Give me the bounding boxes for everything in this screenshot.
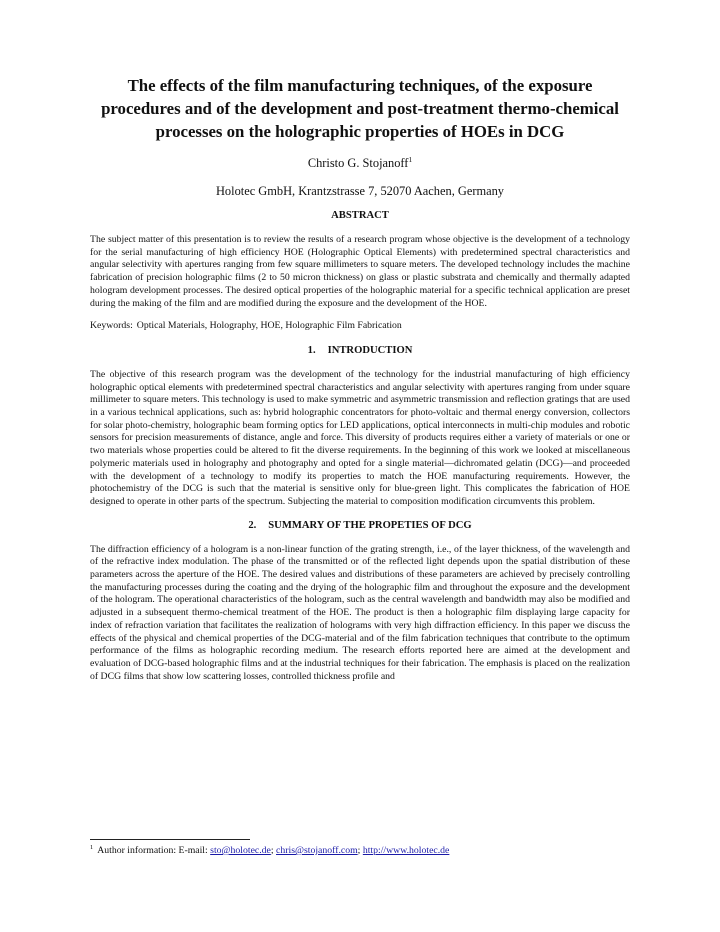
section-heading-introduction	[90, 344, 630, 358]
paper-title: The effects of the film manufacturing techniques, of the exposure procedures and of the development and post-treatment thermo-chemical processes on the holographic properties of HOEs in DCG	[101, 76, 619, 141]
footnote-separator: ;	[270, 845, 274, 856]
footnote	[90, 845, 630, 857]
section-number: 1.	[307, 344, 316, 356]
keywords-label: Keywords:	[90, 320, 133, 332]
author-affiliation: Holotec GmbH, Krantzstrasse 7, 52070 Aachen, Germany	[215, 184, 504, 198]
email-link-sto[interactable]: sto@holotec.de	[210, 845, 271, 856]
abstract-heading: ABSTRACT	[331, 210, 389, 221]
footnote-mark: 1	[90, 843, 94, 851]
footnote-label: Author information: E-mail:	[97, 845, 208, 856]
section-title: INTRODUCTION	[327, 344, 413, 356]
introduction-text: The objective of this research program was the development of the technology for the industrial manufacturing of high efficiency holographic optical elements with predetermined spectral characteristics and angular selectivity with apertures ranging from under square millimeter to square meters. This technology is used to make symmetric and asymmetric transmission and reflection gratings that are used in a various technical applications, such as: hybrid holographic concentrators for photo-voltaic and thermal energy conversion, collectors for solar photo-chemistry, holographic beam forming optics for LED applications, optical interconnects in multi-chip modules and robotic sensors for precision measurements of distance, angle and force. This diversity of products requires either a variety of materials or one or two materials whose properties could be altered to fit the diverse requirements. In the beginning of this work we looked at miscellaneous polymeric materials used in holography and photography and opted for a single material—dichromated gelatin (DCG)—and proceeded with the development of a technology to modify its properties to match the HOE manufacturing requirements. However, the photochemistry of the DCG is such that the material is sensitive only for blue-green light. This complicates the fabrication of HOE designed to operate in other parts of the spectrum. Subjecting the material to composition modification circumvents this problem.	[90, 368, 630, 507]
author-name: Christo G. Stojanoff	[307, 156, 409, 170]
section-title: SUMMARY OF THE PROPETIES OF DCG	[268, 519, 472, 531]
website-link[interactable]: http://www.holotec.de	[362, 845, 450, 856]
footnote-separator: ;	[357, 845, 361, 856]
abstract-text: The subject matter of this presentation is to review the results of a research program whose objective is the development of a technology for the serial manufacturing of high efficiency HOE (Holographic Optical Elements) with predetermined spectral characteristics and angular selectivity with apertures ranging from few square millimeters to square meters. The developed technology includes the machine fabrication of precision holographic films (2 to 50 micron thickness) on glass or plastic substrata and chemically and thermally adapted hologram development processes. The desired optical properties of the holographic material for a specific technical application are preset during the making of the film and are modified during the exposure and the development of the HOE.	[90, 234, 630, 309]
footnote-divider	[90, 839, 250, 840]
email-link-chris[interactable]: chris@stojanoff.com	[276, 845, 358, 856]
author-line	[90, 155, 630, 171]
summary-text: The diffraction efficiency of a hologram is a non-linear function of the grating strength, i.e., of the layer thickness, of the wavelength and of the refractive index modulation. The phase of the transmitted or of the reflected light depends upon the spatial distribution of these parameters across the aperture of the HOE. The desired values and distributions of these parameters are achieved by precisely controlling the manufacturing processes during the coating and the drying of the holographic film and throughout the exposure and the development of the hologram. The operational characteristics of the hologram, such as the central wavelength and bandwidth may also be modified and adjusted in a subsequent thermo-chemical treatment of the HOE. The product is then a holographic film displaying large capacity for index of refraction variation that facilitates the realization of holograms with very high diffraction efficiency. In this paper we discuss the effects of the physical and chemical properties of the DCG-material and of the film fabrication techniques that contribute to the optimum performance of the films as holographic recording medium. The research efforts reported here are aimed at the development and evaluation of DCG-based holographic films and at the industrial techniques for their fabrication. The emphasis is placed on the realization of DCG films that show low scattering losses, controlled thickness profile and	[90, 543, 630, 682]
author-footnote-mark: 1	[408, 154, 413, 164]
keywords-line	[90, 320, 630, 333]
section-number: 2.	[248, 519, 257, 531]
keywords-text: Optical Materials, Holography, HOE, Holographic Film Fabrication	[136, 320, 402, 332]
section-heading-summary	[90, 519, 630, 533]
